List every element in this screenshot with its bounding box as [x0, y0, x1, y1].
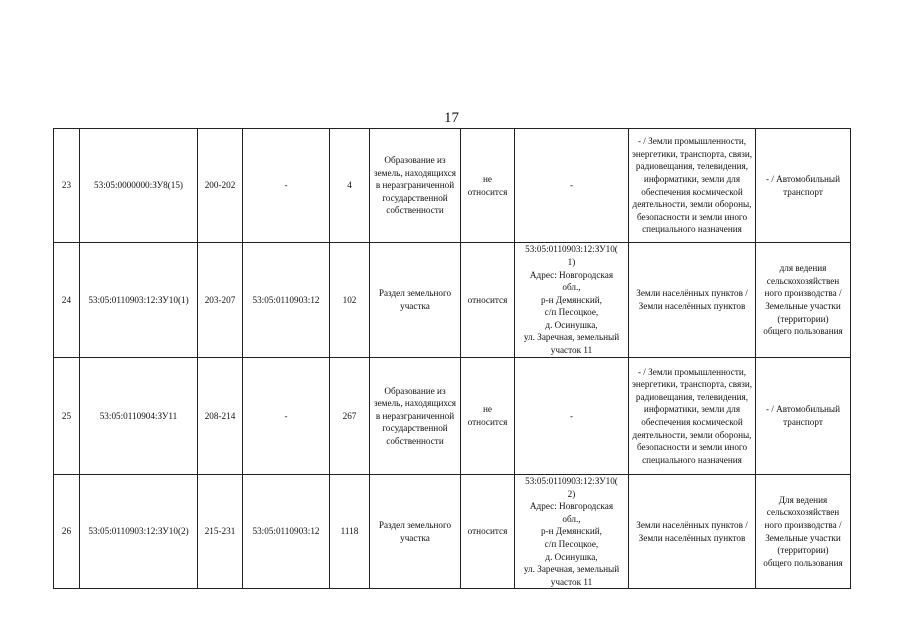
cadastral-number: 53:05:0000000:ЗУ8(15): [80, 129, 198, 243]
relation: не относится: [461, 358, 515, 475]
land-category: - / Земли промышленности, энергетики, транспорта, связи, радиовещания, телевидения, информатики, земли для обеспечения космической деятельности, земли обороны, безопасности и земли иного специального назначения: [629, 358, 756, 475]
relation: относится: [461, 243, 515, 358]
land-category: Земли населённых пунктов / Земли населённых пунктов: [629, 243, 756, 358]
area: 102: [330, 243, 370, 358]
permitted-use: Для ведения сельскохозяйствен ного производства / Земельные участки (территории) общего пользования: [756, 475, 851, 589]
row-number: 23: [54, 129, 80, 243]
table-row: [54, 129, 851, 243]
formation-method: Образование из земель, находящихся в неразграниченной государственной собственности: [370, 358, 461, 475]
row-number: 26: [54, 475, 80, 589]
area: 1118: [330, 475, 370, 589]
cadastral-number: 53:05:0110903:12:ЗУ10(1): [80, 243, 198, 358]
table-row: [54, 358, 851, 475]
source-parcel: -: [243, 129, 330, 243]
permitted-use: - / Автомобильный транспорт: [756, 358, 851, 475]
source-parcel: -: [243, 358, 330, 475]
land-category: Земли населённых пунктов / Земли населённых пунктов: [629, 475, 756, 589]
formation-method: Раздел земельного участка: [370, 475, 461, 589]
table-row: [54, 243, 851, 358]
address: -: [515, 129, 629, 243]
formation-method: Образование из земель, находящихся в неразграниченной государственной собственности: [370, 129, 461, 243]
cadastral-number: 53:05:0110904:ЗУ11: [80, 358, 198, 475]
cadastral-number: 53:05:0110903:12:ЗУ10(2): [80, 475, 198, 589]
point-numbers: 208-214: [198, 358, 243, 475]
relation: не относится: [461, 129, 515, 243]
point-numbers: 203-207: [198, 243, 243, 358]
permitted-use: - / Автомобильный транспорт: [756, 129, 851, 243]
area: 4: [330, 129, 370, 243]
land-parcels-table: [53, 128, 851, 589]
row-number: 25: [54, 358, 80, 475]
source-parcel: 53:05:0110903:12: [243, 243, 330, 358]
area: 267: [330, 358, 370, 475]
address: 53:05:0110903:12:ЗУ10( 2) Адрес: Новгородская обл., р-н Демянский, с/п Песоцкое, д. Осинушка, ул. Заречная, земельный участок 11: [515, 475, 629, 589]
formation-method: Раздел земельного участка: [370, 243, 461, 358]
land-category: - / Земли промышленности, энергетики, транспорта, связи, радиовещания, телевидения, информатики, земли для обеспечения космической деятельности, земли обороны, безопасности и земли иного специального назначения: [629, 129, 756, 243]
permitted-use: для ведения сельскохозяйствен ного производства / Земельные участки (территории) общего пользования: [756, 243, 851, 358]
point-numbers: 215-231: [198, 475, 243, 589]
page-number: 17: [444, 110, 459, 126]
address: -: [515, 358, 629, 475]
table-row: [54, 475, 851, 589]
row-number: 24: [54, 243, 80, 358]
relation: относится: [461, 475, 515, 589]
source-parcel: 53:05:0110903:12: [243, 475, 330, 589]
point-numbers: 200-202: [198, 129, 243, 243]
address: 53:05:0110903:12:ЗУ10( 1) Адрес: Новгородская обл., р-н Демянский, с/п Песоцкое, д. Осинушка, ул. Заречная, земельный участок 11: [515, 243, 629, 358]
